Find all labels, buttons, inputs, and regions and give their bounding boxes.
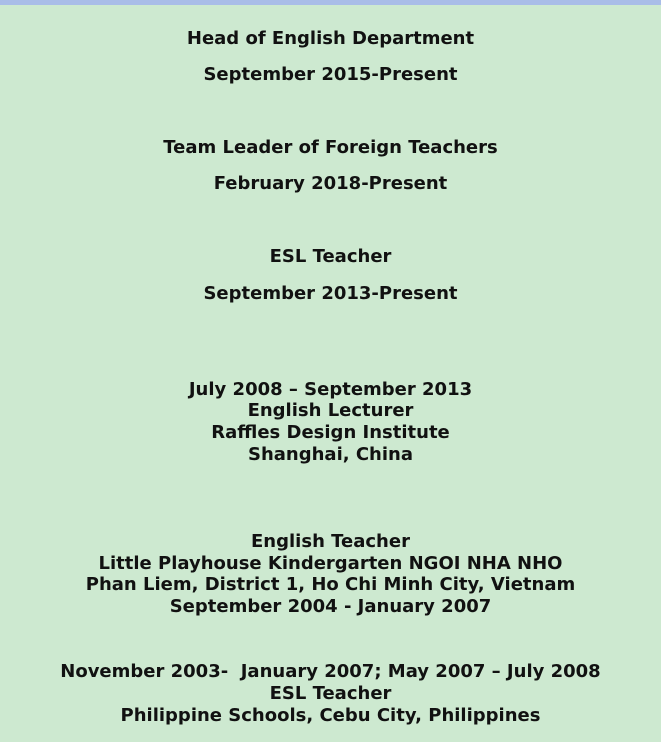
job-dates: September 2015-Present <box>203 64 458 85</box>
job-dates: September 2013-Present <box>203 283 458 304</box>
job-title: English Teacher <box>251 531 410 552</box>
job-organization: Raffles Design Institute <box>211 422 450 443</box>
job-dates: July 2008 – September 2013 <box>188 379 473 400</box>
top-border <box>0 0 661 5</box>
job-title: ESL Teacher <box>269 246 392 267</box>
job-title: Team Leader of Foreign Teachers <box>163 137 498 158</box>
job-location: Shanghai, China <box>247 444 413 465</box>
job-location: Phan Liem, District 1, Ho Chi Minh City, Vietnam <box>85 574 576 595</box>
job-title: English Lecturer <box>247 400 414 421</box>
job-organization: Philippine Schools, Cebu City, Philippines <box>120 705 541 726</box>
job-dates: November 2003- January 2007; May 2007 – July 2008 <box>60 661 601 682</box>
job-title: Head of English Department <box>186 28 475 49</box>
job-organization: Little Playhouse Kindergarten NGOI NHA NHO <box>98 553 563 574</box>
job-dates: September 2004 - January 2007 <box>169 596 492 617</box>
job-dates: February 2018-Present <box>213 173 448 194</box>
job-title: ESL Teacher <box>269 683 392 704</box>
